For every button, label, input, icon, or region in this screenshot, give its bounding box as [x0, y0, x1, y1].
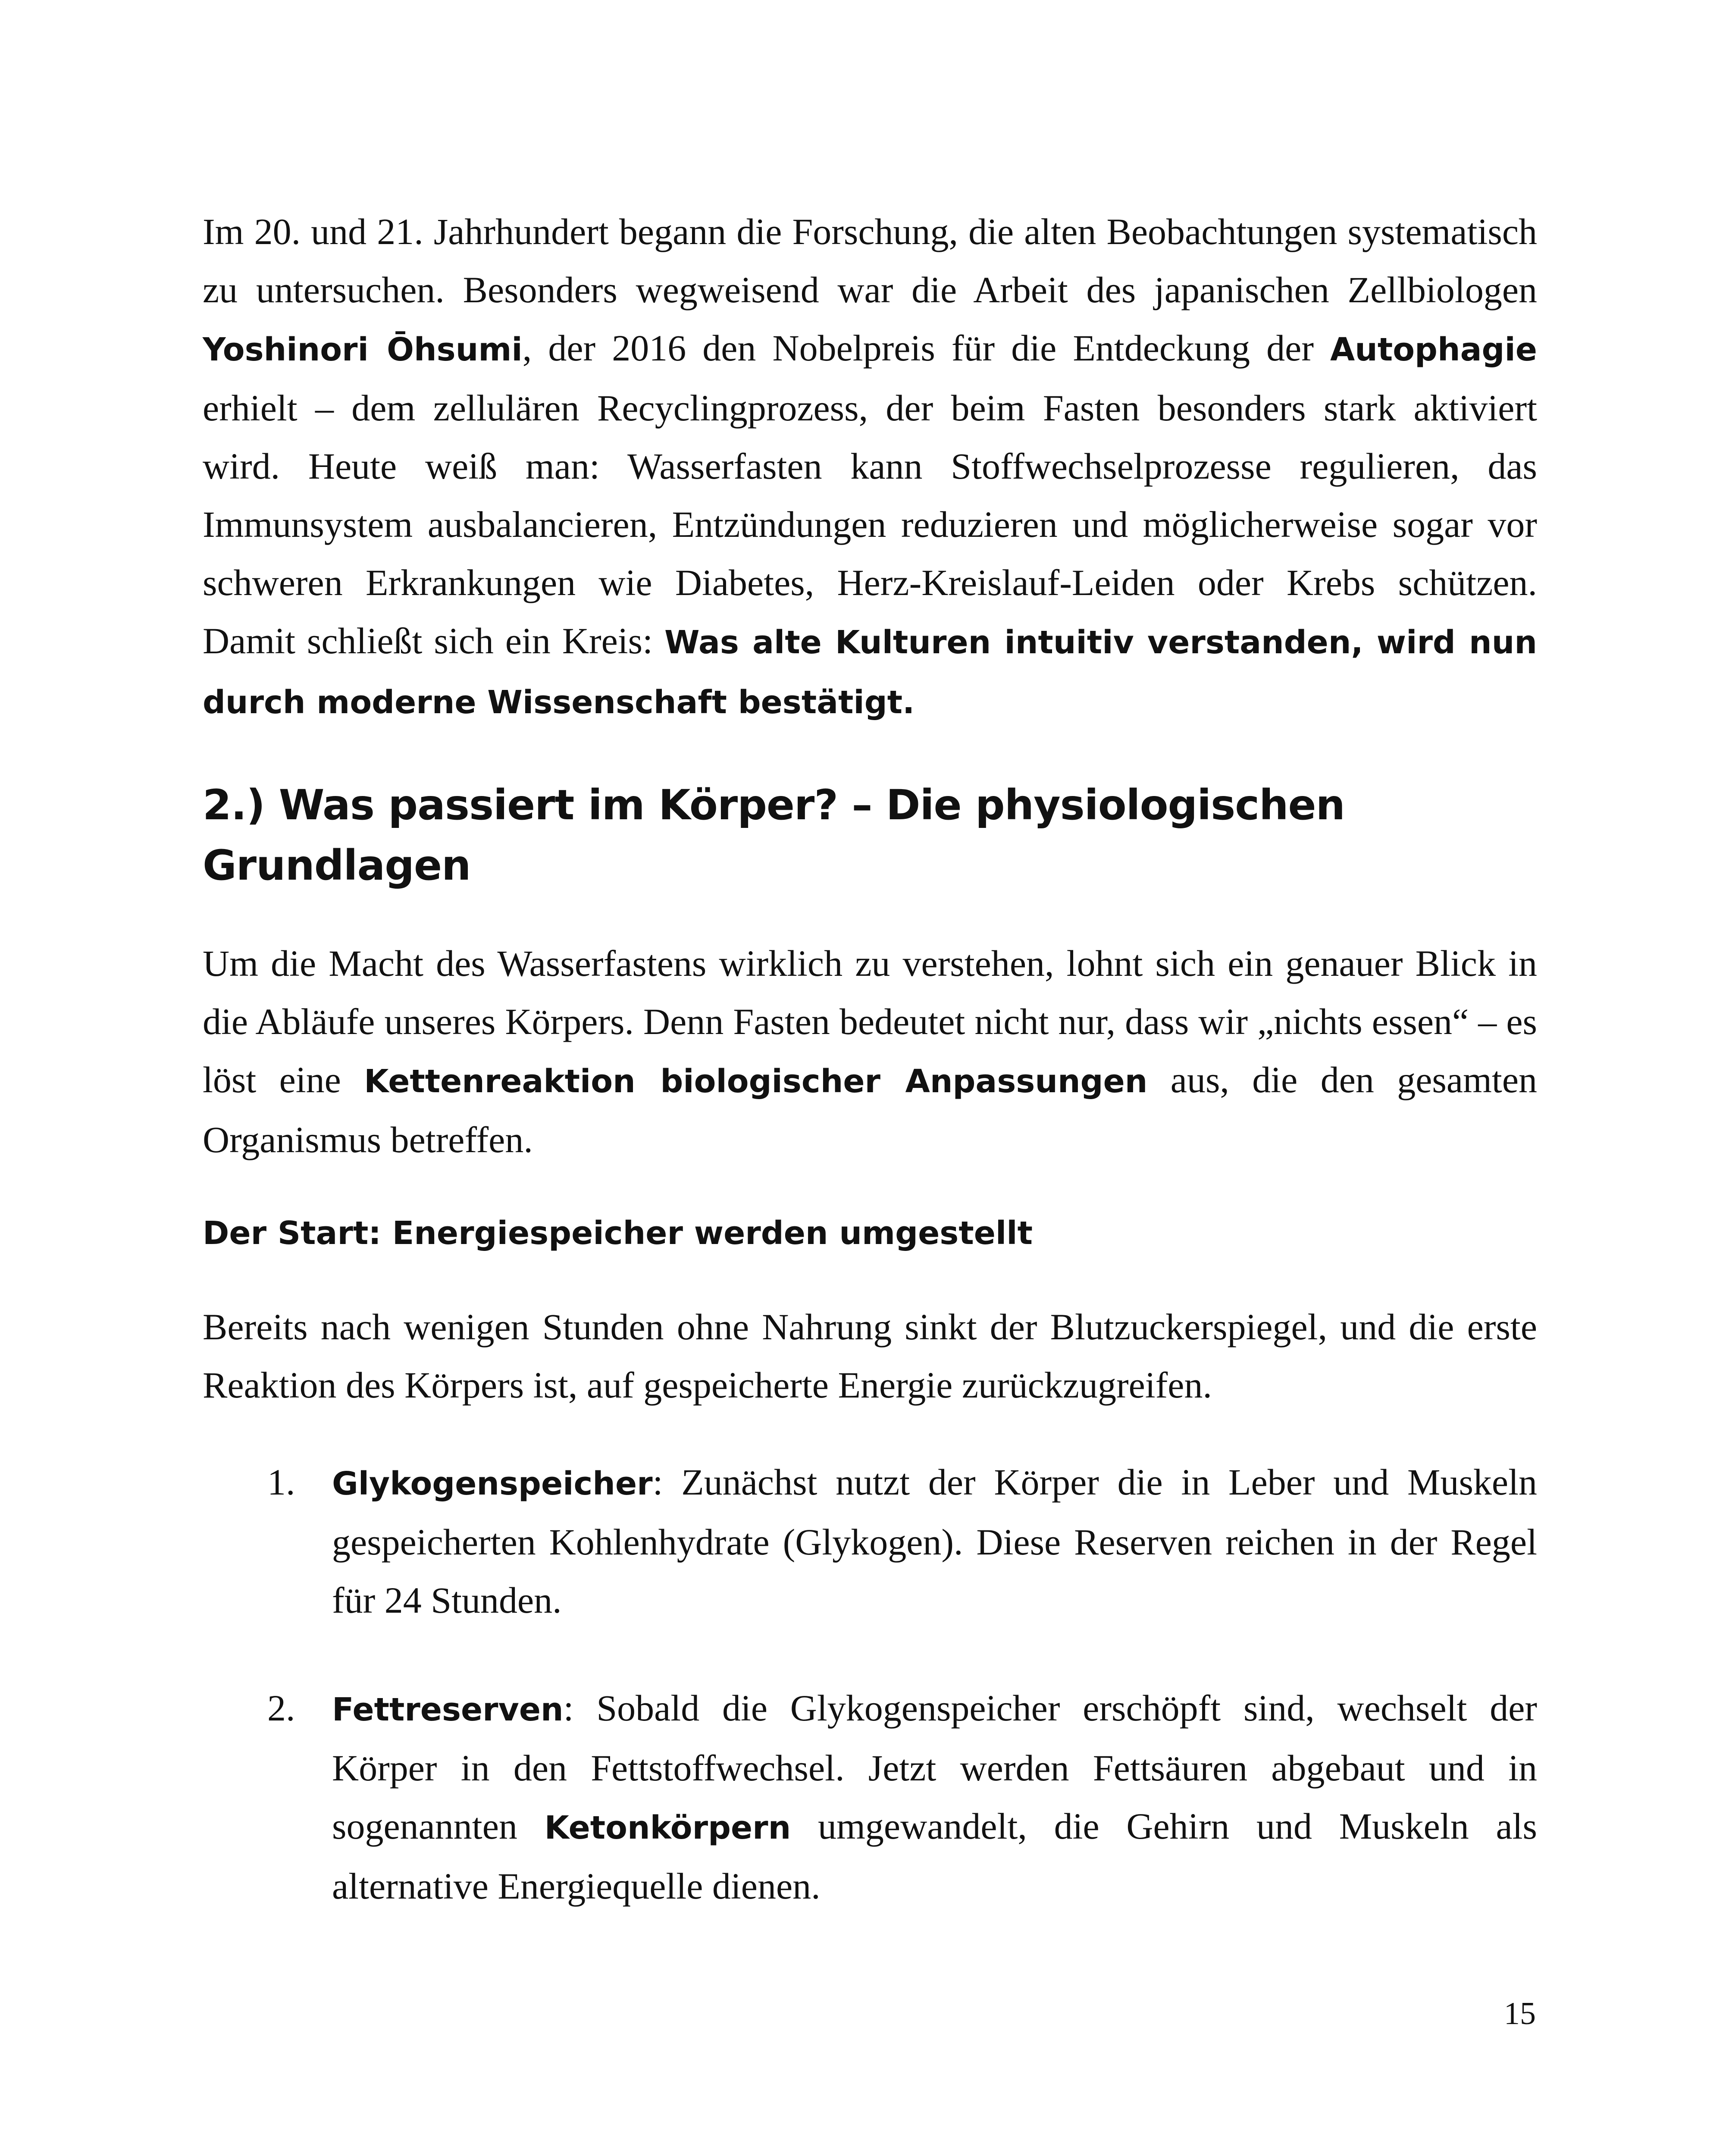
subsection-heading: Der Start: Energiespeicher werden umgestellt — [203, 1215, 1033, 1252]
bold-term-fettreserven: Fettreserven — [332, 1691, 564, 1728]
page-number: 15 — [1504, 1996, 1536, 2031]
text-span: Um die Macht des Wasserfastens wirklich zu verstehen, lohnt sich ein genauer Blick in die Abläufe unseres Körpers. Denn Fasten bedeutet nicht nur, dass wir „nichts essen“ – es löst eine — [203, 943, 1537, 1100]
list-item — [203, 1453, 1537, 1630]
text-span: umgewandelt, die Gehirn und Muskeln als alternative Energiequelle dienen. — [332, 1805, 1537, 1907]
paragraph-energy-start: Bereits nach wenigen Stunden ohne Nahrung sinkt der Blutzuckerspiegel, und die erste Reaktion des Körpers ist, auf gespeicherte Energie zurückzugreifen. — [203, 1306, 1537, 1406]
text-span: aus, die den gesamten Organismus betreffen. — [203, 1059, 1537, 1160]
text-span: , der 2016 den Nobelpreis für die Entdeckung der — [522, 327, 1331, 369]
list-item-number: 2. — [267, 1687, 295, 1729]
numbered-list — [203, 1453, 1537, 1915]
text-span: : Sobald die Glykogenspeicher erschöpft sind, wechselt der Körper in den Fettstoffwechsel. Jetzt werden Fettsäuren abgebaut und in sogenannten — [332, 1687, 1537, 1847]
paragraph-research-history — [203, 203, 1537, 732]
paragraph-intro-physiology — [203, 934, 1537, 1169]
list-item-number: 1. — [267, 1461, 295, 1503]
list-item-text — [332, 1453, 1537, 1630]
list-item-text — [332, 1679, 1537, 1915]
bold-term-autophagie: Autophagie — [1330, 331, 1537, 368]
bold-conclusion: Was alte Kulturen intuitiv verstanden, wird nun durch moderne Wissenschaft bestätigt. — [203, 624, 1538, 721]
text-span: : Zunächst nutzt der Körper die in Leber und Muskeln gespeicherten Kohlenhydrate (Glykogen). Diese Reserven reichen in der Regel für 24 Stunden. — [332, 1461, 1537, 1621]
text-span: erhielt – dem zellulären Recyclingprozess, der beim Fasten besonders stark aktiviert wird. Heute weiß man: Wasserfasten kann Stoffwechselprozesse regulieren, das Immunsystem ausbalancieren, Entzündungen reduzieren und möglicherweise sogar vor schweren Erkrankungen wie Diabetes, Herz-Kreislauf-Leiden oder Krebs schützen. Damit schließt sich ein Kreis: — [203, 387, 1537, 661]
bold-name-ohsumi: Yoshinori Ōhsumi — [203, 331, 523, 368]
bold-term-glykogenspeicher: Glykogenspeicher — [332, 1465, 653, 1502]
bold-term-ketonkoerpern: Ketonkörpern — [544, 1809, 791, 1846]
page-content — [203, 203, 1537, 1965]
section-heading: 2.) Was passiert im Körper? – Die physiologischen Grundlagen — [203, 781, 1345, 890]
bold-term-kettenreaktion: Kettenreaktion biologischer Anpassungen — [364, 1063, 1148, 1100]
text-span: Im 20. und 21. Jahrhundert begann die Forschung, die alten Beobachtungen systematisch zu untersuchen. Besonders wegweisend war die Arbeit des japanischen Zellbiologen — [203, 211, 1537, 310]
list-item — [203, 1679, 1537, 1915]
